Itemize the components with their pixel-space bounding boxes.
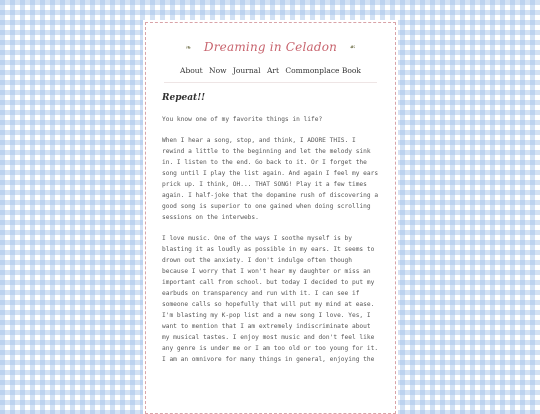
post-paragraph: I love music. One of the ways I soothe myself is by blasting it as loudly as possible in my ears. It seems to drown out the anxiety. I don't indulge often though because I worry that I won't hear my daughter or miss an important call from school. but today I decided to put my earbuds on transparency and run with it. I can see if someone calls so hopefully that will put my mind at ease. I'm blasting my K-pop list and a new song I love. Yes, I want to mention that I am extremely indiscriminate about my musical tastes. I enjoy most music and don't feel like any genre is under me or I am too old or too young for it. I am an omnivore for many things in general, enjoying the: [162, 235, 379, 363]
nav-item-commonplace-book[interactable]: Commonplace Book: [285, 66, 361, 75]
post-paragraph: When I hear a song, stop, and think, I ADORE THIS. I rewind a little to the beginning and let the melody sink in. I listen to the end. Go back to it. Or I forget the song until I play the list again. And again I feel my ears prick up. I think, OH... THAT SONG! Play it a few times again. I half-joke that the dopamine rush of discovering a good song is superior to one gained when doing scrolling sessions on the interwebs.: [162, 137, 379, 221]
page-card: [145, 22, 396, 414]
flourish-left-icon: ❧: [185, 43, 192, 53]
site-header: [146, 36, 395, 56]
post-title: Repeat!!: [162, 93, 206, 103]
flourish-right-icon: ☙: [349, 43, 356, 53]
site-title-link[interactable]: Dreaming in Celadon: [203, 40, 338, 54]
nav-item-about[interactable]: About: [180, 66, 203, 75]
nav-item-art[interactable]: Art: [266, 66, 279, 75]
journal-post: [146, 83, 395, 365]
post-paragraph: You know one of my favorite things in life?: [162, 116, 323, 123]
main-nav: [146, 66, 395, 75]
nav-item-now[interactable]: Now: [209, 66, 227, 75]
nav-item-journal[interactable]: Journal: [232, 66, 261, 75]
